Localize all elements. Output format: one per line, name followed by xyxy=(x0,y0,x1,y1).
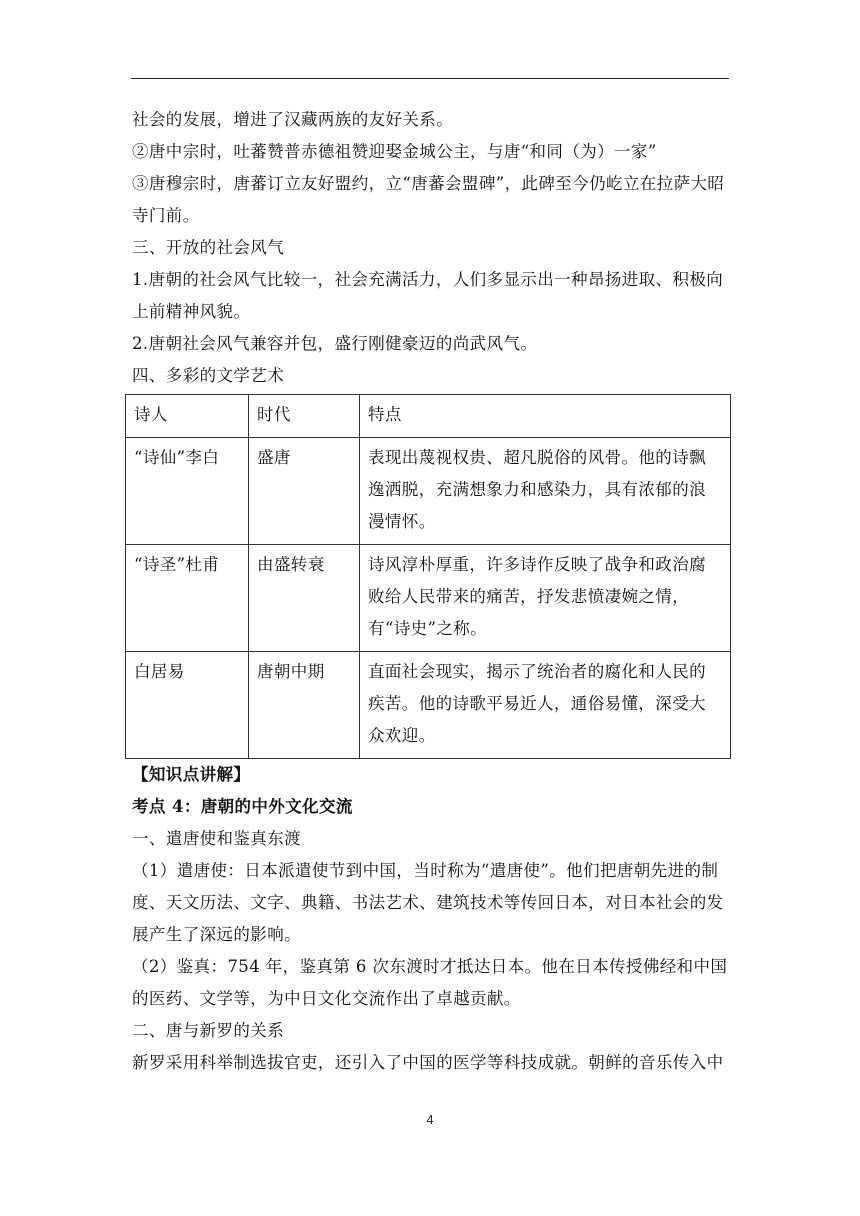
intro-item-2: ②唐中宗时，吐蕃赞普赤德祖赞迎娶金城公主，与唐“和同（为）一家” xyxy=(132,142,657,161)
envoys-paragraph: （1）遣唐使：日本派遣使节到中国，当时称为“遣唐使”。他们把唐朝先进的制度、天文历法、文字、典籍、书法艺术、建筑技术等传回日本，对日本社会的发展产生了深远的影响。 xyxy=(132,861,724,944)
section4-heading: 四、多彩的文学艺术 xyxy=(132,366,285,385)
poets-table xyxy=(125,394,731,759)
document-body xyxy=(132,104,732,1079)
section3-point-1: 1.唐朝的社会风气比较一，社会充满活力，人们多显示出一种昂扬进取、积极向上前精神风貌。 xyxy=(132,270,724,321)
poet-cell: “诗圣”杜甫 xyxy=(126,545,249,652)
table-row xyxy=(126,438,731,545)
section3-point-2: 2.唐朝社会风气兼容并包，盛行刚健豪迈的尚武风气。 xyxy=(132,334,538,353)
intro-continued-line: 社会的发展，增进了汉藏两族的友好关系。 xyxy=(132,110,454,129)
section3-heading: 三、开放的社会风气 xyxy=(132,238,285,257)
table-header-row xyxy=(126,395,731,438)
era-cell: 唐朝中期 xyxy=(249,652,360,759)
feature-cell: 直面社会现实，揭示了统治者的腐化和人民的疾苦。他的诗歌平易近人，通俗易懂，深受大众欢迎。 xyxy=(360,652,731,759)
poet-cell: 白居易 xyxy=(126,652,249,759)
feature-cell: 表现出蔑视权贵、超凡脱俗的风骨。他的诗飘逸洒脱，充满想象力和感染力，具有浓郁的浪漫情怀。 xyxy=(360,438,731,545)
table-header-cell: 诗人 xyxy=(126,395,249,438)
header-rule xyxy=(131,78,729,79)
era-cell: 盛唐 xyxy=(249,438,360,545)
table-row xyxy=(126,545,731,652)
subsection-1-heading: 一、遣唐使和鉴真东渡 xyxy=(132,829,301,848)
era-cell: 由盛转衰 xyxy=(249,545,360,652)
topic-heading: 考点 4：唐朝的中外文化交流 xyxy=(132,797,353,816)
page-number: 4 xyxy=(426,1112,434,1127)
feature-cell: 诗风淳朴厚重，许多诗作反映了战争和政治腐败给人民带来的痛苦，抒发悲愤凄婉之情，有“诗史”之称。 xyxy=(360,545,731,652)
silla-paragraph: 新罗采用科举制选拔官吏，还引入了中国的医学等科技成就。朝鲜的音乐传入中 xyxy=(132,1053,724,1072)
table-row xyxy=(126,652,731,759)
knowledge-label: 【知识点讲解】 xyxy=(132,765,251,784)
poet-cell: “诗仙”李白 xyxy=(126,438,249,545)
subsection-2-heading: 二、唐与新罗的关系 xyxy=(132,1021,285,1040)
jianzhen-paragraph: （2）鉴真：754 年，鉴真第 6 次东渡时才抵达日本。他在日本传授佛经和中国的医药、文学等，为中日文化交流作出了卓越贡献。 xyxy=(132,957,728,1008)
intro-item-3: ③唐穆宗时，唐蕃订立友好盟约，立“唐蕃会盟碑”，此碑至今仍屹立在拉萨大昭寺门前。 xyxy=(132,174,725,225)
table-header-cell: 时代 xyxy=(249,395,360,438)
table-header-cell: 特点 xyxy=(360,395,731,438)
